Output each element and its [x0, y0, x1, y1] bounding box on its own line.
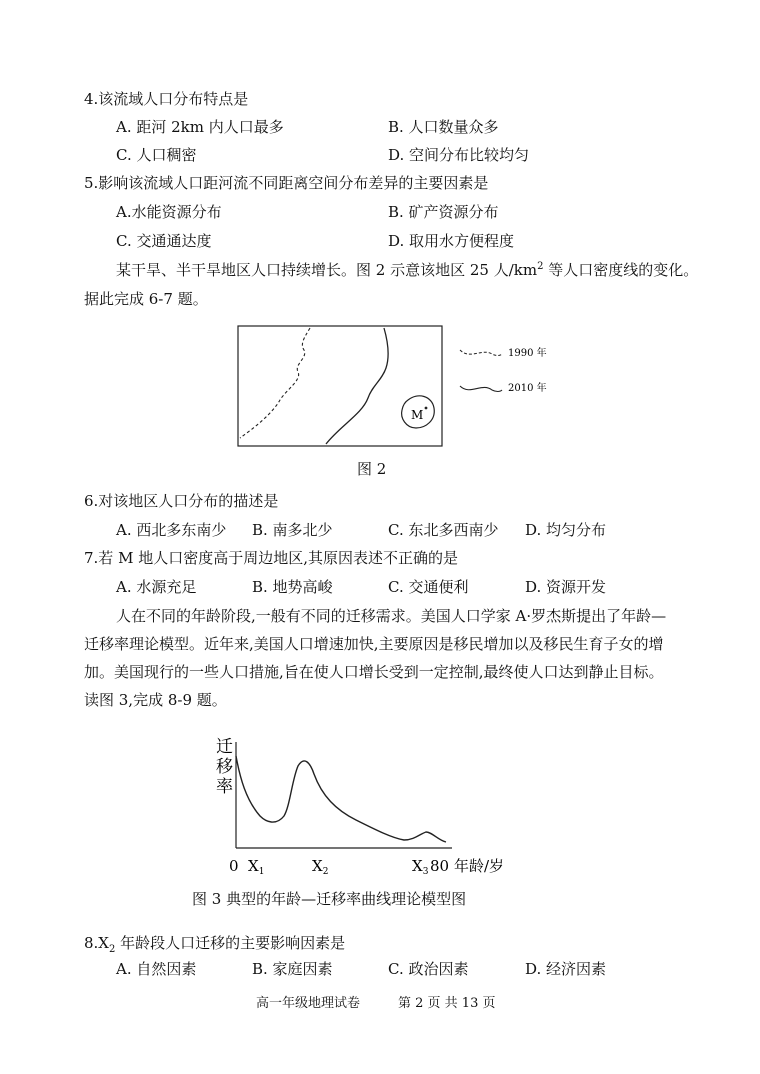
intro89-line2: 迁移率理论模型。近年来,美国人口增速加快,主要原因是移民增加以及移民生育子女的增	[84, 635, 664, 653]
q6-option-b: B. 南多北少	[252, 521, 333, 539]
q5-option-c: C. 交通通达度	[116, 232, 212, 250]
q8-option-a: A. 自然因素	[116, 960, 197, 978]
q5-option-b: B. 矿产资源分布	[388, 203, 499, 221]
q5-stem: 5.影响该流域人口距河流不同距离空间分布差异的主要因素是	[84, 174, 489, 192]
intro67-line2: 据此完成 6-7 题。	[84, 290, 208, 308]
y-axis-label-3: 率	[216, 777, 233, 797]
q7-option-b: B. 地势高峻	[252, 578, 333, 596]
map-frame	[238, 326, 442, 446]
q8-option-c: C. 政治因素	[388, 960, 469, 978]
footer-subject: 高一年级地理试卷	[256, 996, 361, 1011]
legend-2010-swatch	[460, 386, 502, 392]
density-line-1990	[240, 328, 310, 438]
q6-option-d: D. 均匀分布	[525, 521, 607, 539]
q8-option-b: B. 家庭因素	[252, 960, 333, 978]
x-axis-label: 年龄/岁	[454, 857, 505, 875]
q4-stem: 4.该流域人口分布特点是	[84, 90, 249, 108]
q4-option-b: B. 人口数量众多	[388, 118, 499, 136]
x-tick-x3: $X_3$	[412, 857, 429, 877]
x-tick-80: 80	[430, 857, 450, 875]
figure-3-caption: 图 3 典型的年龄—迁移率曲线理论模型图	[192, 890, 467, 908]
figure-2-caption: 图 2	[357, 460, 387, 478]
y-axis-label-2: 移	[216, 757, 233, 777]
density-line-2010	[326, 328, 388, 444]
q8-option-d: D. 经济因素	[525, 960, 607, 978]
q6-option-a: A. 西北多东南少	[116, 521, 227, 539]
q7-option-a: A. 水源充足	[116, 578, 197, 596]
x-tick-origin: 0	[229, 857, 239, 875]
legend-1990-label: 1990 年	[508, 348, 547, 359]
q4-option-d: D. 空间分布比较均匀	[388, 146, 530, 164]
intro89-line1: 人在不同的年龄阶段,一般有不同的迁移需求。美国人口学家 A·罗杰斯提出了年龄—	[116, 607, 667, 625]
q6-option-c: C. 东北多西南少	[388, 521, 499, 539]
q6-stem: 6.对该地区人口分布的描述是	[84, 492, 279, 510]
legend-2010-label: 2010 年	[508, 383, 547, 394]
y-axis-label-1: 迁	[216, 737, 233, 757]
legend-1990-swatch	[460, 350, 502, 356]
x-tick-x2: $X_2$	[312, 857, 329, 877]
footer-page-number: 第 2 页 共 13 页	[398, 996, 496, 1011]
x-tick-x1: $X_1$	[248, 857, 265, 877]
intro67-line1: 某干旱、半干旱地区人口持续增长。图 2 示意该地区 25 人$/km^2$ 等人口密度线的变化。	[116, 261, 699, 279]
q5-option-a: A.水能资源分布	[116, 203, 222, 221]
figure-2-map	[230, 320, 570, 452]
figure-3-chart	[206, 730, 526, 880]
intro89-line4: 读图 3,完成 8-9 题。	[84, 691, 227, 709]
m-point	[425, 407, 428, 410]
intro89-line3: 加。美国现行的一些人口措施,旨在使人口增长受到一定控制,最终使人口达到静止目标。	[84, 663, 664, 681]
q4-option-c: C. 人口稠密	[116, 146, 197, 164]
q7-option-c: C. 交通便利	[388, 578, 469, 596]
age-migration-curve	[236, 756, 446, 842]
q5-option-d: D. 取用水方便程度	[388, 232, 515, 250]
m-label: M	[411, 408, 424, 422]
q7-stem: 7.若 M 地人口密度高于周边地区,其原因表述不正确的是	[84, 549, 458, 567]
q8-stem: $8.X_2$ 年龄段人口迁移的主要影响因素是	[84, 934, 346, 955]
q4-option-a: A. 距河 2km 内人口最多	[116, 118, 284, 136]
q7-option-d: D. 资源开发	[525, 578, 607, 596]
